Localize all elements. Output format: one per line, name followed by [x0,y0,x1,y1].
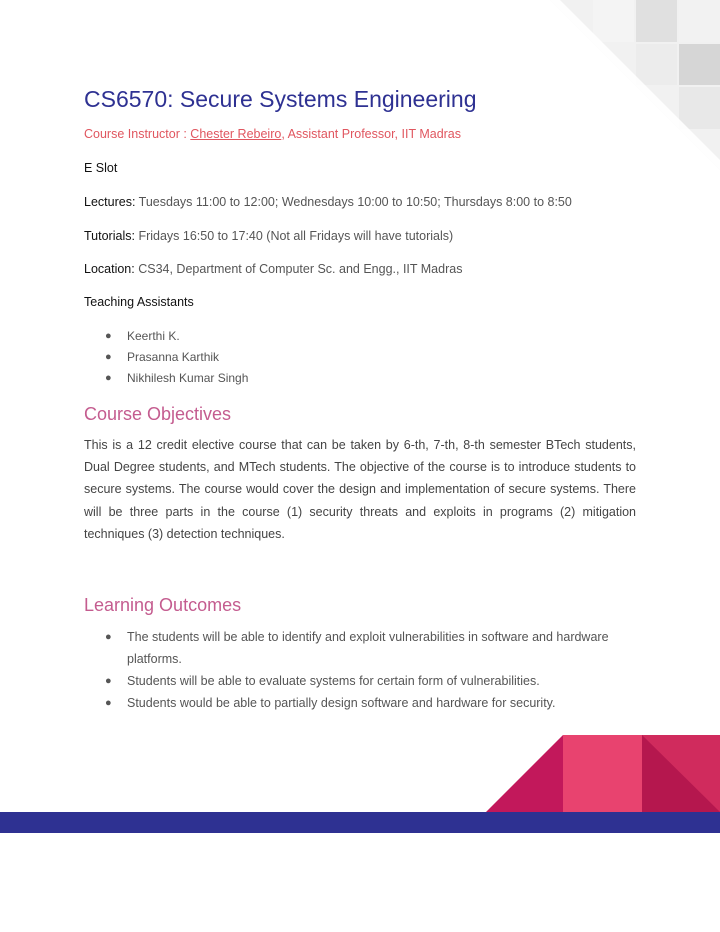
lectures-value: Tuesdays 11:00 to 12:00; Wednesdays 10:00 to 10:50; Thursdays 8:00 to 8:50 [138,195,572,209]
page-title: CS6570: Secure Systems Engineering [84,86,477,112]
instructor-link[interactable]: Chester Rebeiro [190,127,282,141]
tutorials-label: Tutorials: [84,229,135,243]
list-item [84,692,636,714]
tutorials-field [84,229,453,243]
tutorials-value: Fridays 16:50 to 17:40 (Not all Fridays will have tutorials) [138,229,454,243]
instructor-line [84,127,461,141]
outcome-text: Students would be able to partially design software and hardware for security. [127,696,556,710]
location-label: Location: [84,262,135,276]
instructor-affiliation: , Assistant Professor, IIT Madras [281,127,462,141]
list-item [84,670,636,692]
bullet-icon: ● [105,697,112,709]
slot-text: E Slot [84,161,118,175]
list-item [84,349,248,370]
outcomes-list [84,626,636,714]
top-right-decoration [550,0,720,170]
ta-name: Keerthi K. [127,329,180,343]
bottom-decoration [0,735,720,835]
ta-heading: Teaching Assistants [84,295,194,309]
outcomes-heading: Learning Outcomes [84,595,242,615]
objectives-heading: Course Objectives [84,404,232,424]
objectives-paragraph: This is a 12 credit elective course that can be taken by 6-th, 7-th, 8-th semester BTech students, Dual Degree students, and MTech students. The objective of the course is to introduce students to secure systems. The course would cover the design and implementation of secure systems. There will be three parts in the course (1) security threats and exploits in programs (2) mitigation techniques (3) detection techniques. [84,438,636,541]
list-item [84,328,248,349]
instructor-prefix: Course Instructor : [84,127,191,141]
bullet-icon: ● [105,675,112,687]
outcome-text: The students will be able to identify and exploit vulnerabilities in software and hardware platforms. [127,630,609,666]
ta-name: Nikhilesh Kumar Singh [127,371,249,385]
list-item [84,370,248,391]
ta-list [84,328,248,391]
bullet-icon: ● [105,351,112,363]
bullet-icon: ● [105,330,112,342]
list-item [84,626,636,670]
location-value: CS34, Department of Computer Sc. and Engg., IIT Madras [138,262,463,276]
lectures-label: Lectures: [84,195,136,209]
location-field [84,262,462,276]
bullet-icon: ● [105,631,112,643]
outcome-text: Students will be able to evaluate systems for certain form of vulnerabilities. [127,674,540,688]
ta-name: Prasanna Karthik [127,350,220,364]
bullet-icon: ● [105,372,112,384]
lectures-field [84,195,572,209]
